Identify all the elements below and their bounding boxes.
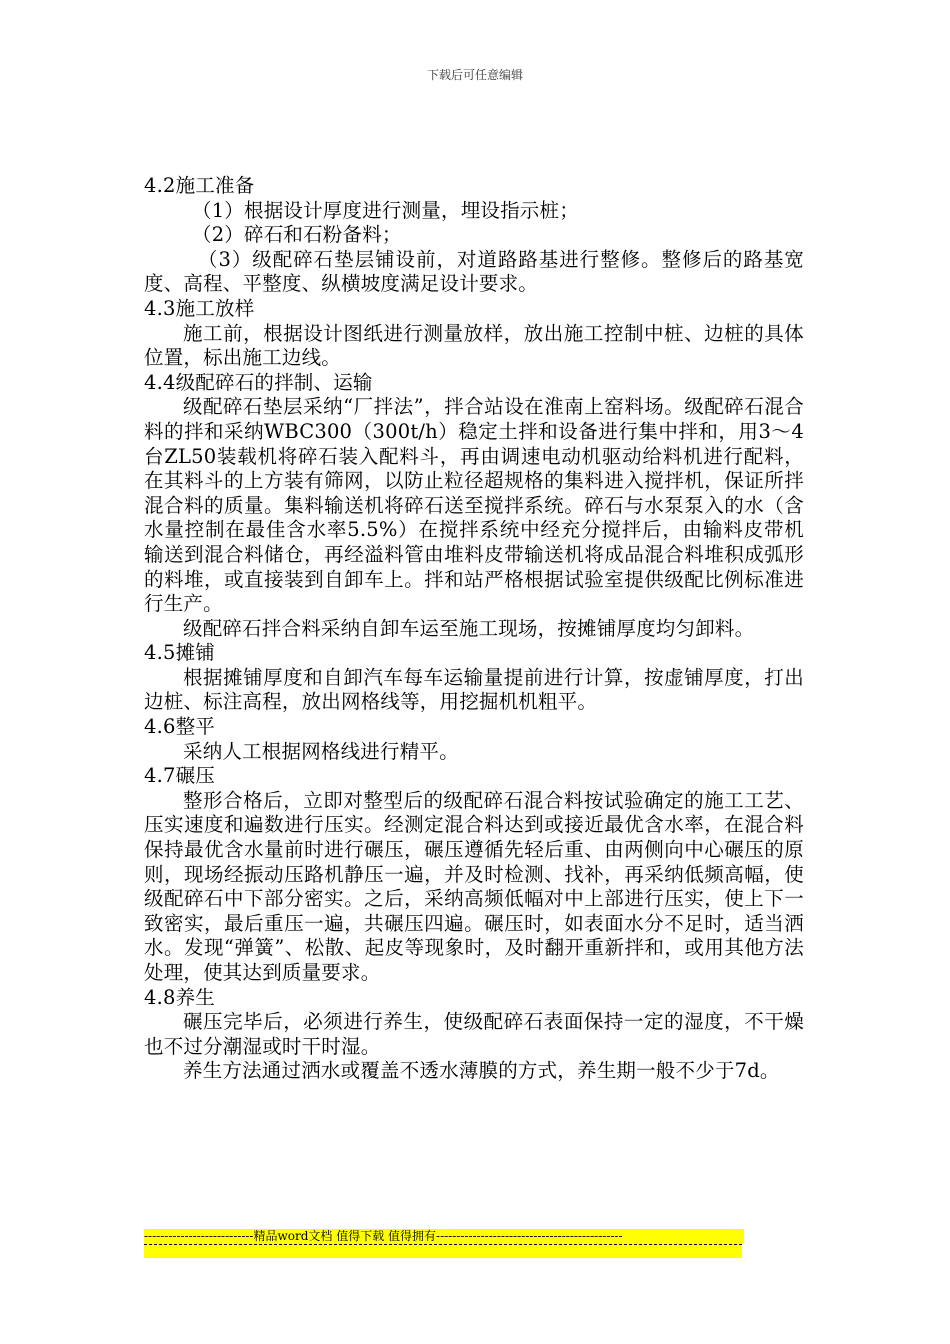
page-footer: [144, 1229, 744, 1258]
paragraph: （2）碎石和石粉备料；: [192, 223, 402, 247]
section-heading: 4.3施工放样: [144, 296, 255, 320]
footer-banner: ---------------------------精品word文档 值得下载 值得拥有----------------------------------------------: [144, 1229, 744, 1244]
section-heading: 4.5摊铺: [144, 641, 216, 665]
footer-divider: [144, 1244, 742, 1258]
paragraph: 根据摊铺厚度和自卸汽车每车运输量提前进行计算，按虚铺厚度，打出边桩、标注高程，放出网格线等，用挖掘机机粗平。: [144, 665, 804, 714]
paragraph: （1）根据设计厚度进行测量，埋设指示桩；: [192, 198, 579, 222]
paragraph: 碾压完毕后，必须进行养生，使级配碎石表面保持一定的湿度，不干燥也不过分潮湿或时干时湿。: [144, 1010, 804, 1058]
paragraph: 养生方法通过洒水或覆盖不透水薄膜的方式，养生期一般不少于7d。: [183, 1059, 780, 1083]
document-body: [144, 174, 804, 1084]
section-heading: 4.2施工准备: [144, 174, 255, 197]
section-heading: 4.8养生: [144, 985, 216, 1009]
paragraph: 级配碎石拌合料采纳自卸车运至施工现场，按摊铺厚度均匀卸料。: [183, 616, 755, 640]
paragraph: 整形合格后，立即对整型后的级配碎石混合料按试验确定的施工工艺、压实速度和遍数进行压实。经测定混合料达到或接近最优含水率，在混合料保持最优含水量前时进行碾压，碾压遵循先轻后重、由两侧向中心碾压的原则，现场经振动压路机静压一遍，并及时检测、找补，再采纳低频高幅，使级配碎石中下部分密实。之后，采纳高频低幅对中上部进行压实，使上下一致密实，最后重压一遍，共碾压四遍。碾压时，如表面水分不足时，适当洒水。发现“弹簧”、松散、起皮等现象时，及时翻开重新拌和，或用其他方法处理，使其达到质量要求。: [144, 788, 804, 984]
section-heading: 4.6整平: [144, 715, 216, 739]
section-heading: 4.7碾压: [144, 764, 216, 788]
paragraph: （3）级配碎石垫层铺设前，对道路路基进行整修。整修后的路基宽度、高程、平整度、纵横坡度满足设计要求。: [144, 247, 804, 296]
paragraph: 施工前，根据设计图纸进行测量放样，放出施工控制中桩、边桩的具体位置，标出施工边线。: [144, 321, 804, 370]
page-header: 下载后可任意编辑: [426, 68, 523, 82]
paragraph: 级配碎石垫层采纳“厂拌法”，拌合站设在淮南上窑料场。级配碎石混合料的拌和采纳WBC300（300t/h）稳定土拌和设备进行集中拌和，用3～4台ZL50装载机将碎石装入配料斗，再由调速电动机驱动给料机进行配料，在其料斗的上方装有筛网，以防止粒径超规格的集料进入搅拌机，保证所拌混合料的质量。集料输送机将碎石送至搅拌系统。碎石与水泵泵入的水（含水量控制在最佳含水率5.5%）在搅拌系统中经充分搅拌后，由输料皮带机输送到混合料储仓，再经溢料管由堆料皮带输送机将成品混合料堆积成弧形的料堆，或直接装到自卸车上。拌和站严格根据试验室提供级配比例标准进行生产。: [144, 395, 804, 616]
section-heading: 4.4级配碎石的拌制、运输: [144, 370, 373, 394]
paragraph: 采纳人工根据网格线进行精平。: [183, 739, 459, 763]
